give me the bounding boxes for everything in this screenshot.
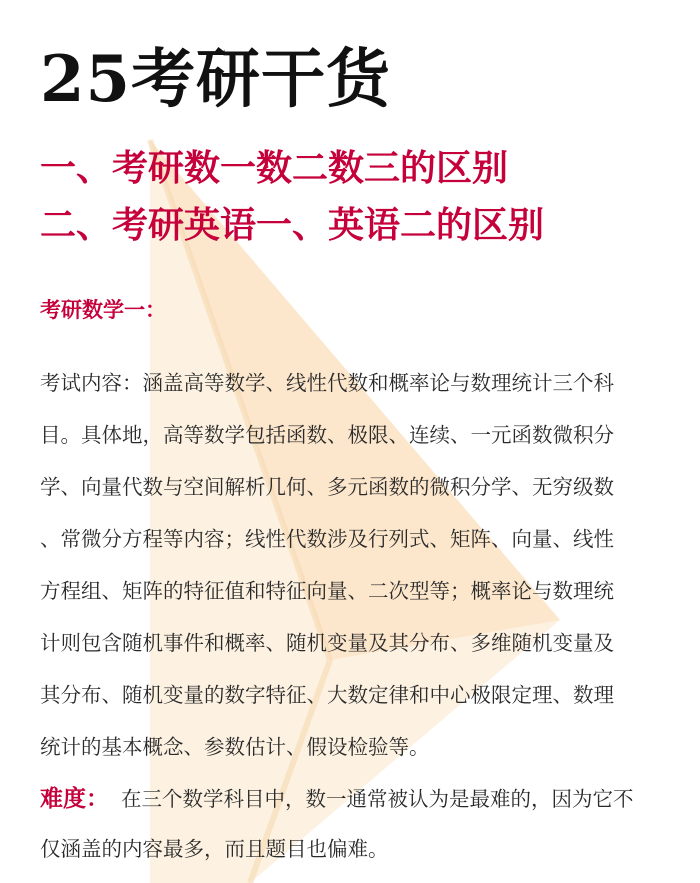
difficulty-text-line: 在三个数学科目中，数一通常被认为是最难的，因为它不 (121, 787, 634, 811)
subtitle-2: 二、考研英语一、英语二的区别 (40, 205, 545, 246)
body-line: 目。具体地，高等数学包括函数、极限、连续、一元函数微积分 (40, 423, 614, 447)
body-line: 学、向量代数与空间解析几何、多元函数的微积分学、无穷级数 (40, 475, 614, 499)
body-line: 其分布、随机变量的数字特征、大数定律和中心极限定理、数理 (40, 683, 614, 707)
subtitle-1: 一、考研数一数二数三的区别 (40, 148, 509, 189)
body-line: 统计的基本概念、参数估计、假设检验等。 (40, 735, 430, 759)
difficulty-paragraph (40, 774, 670, 874)
section-heading: 考研数学一： (40, 298, 166, 322)
section-body (40, 357, 665, 773)
page-title: 25考研干货 (40, 42, 392, 117)
body-line: 考试内容：涵盖高等数学、线性代数和概率论与数理统计三个科 (40, 371, 614, 395)
body-line: 计则包含随机事件和概率、随机变量及其分布、多维随机变量及 (40, 631, 614, 655)
difficulty-label: 难度： (40, 786, 109, 812)
difficulty-text-line: 仅涵盖的内容最多，而且题目也偏难。 (40, 837, 389, 861)
body-line: 方程组、矩阵的特征值和特征向量、二次型等；概率论与数理统 (40, 579, 614, 603)
body-line: 、常微分方程等内容；线性代数涉及行列式、矩阵、向量、线性 (40, 527, 614, 551)
